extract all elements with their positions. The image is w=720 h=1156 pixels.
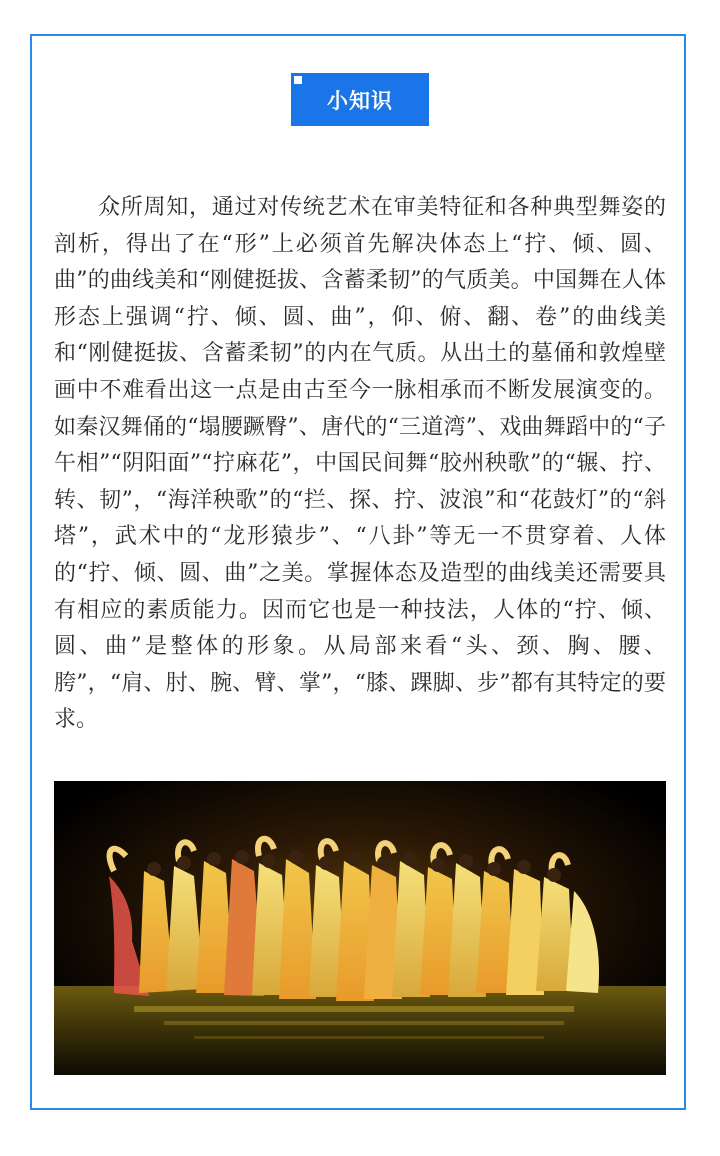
section-title: 小知识 (327, 88, 393, 113)
article-paragraph: 众所周知，通过对传统艺术在审美特征和各种典型舞姿的剖析，得出了在“形”上必须首先解决体态上“拧、倾、圆、曲”的曲线美和“刚健挺拔、含蓄柔韧”的气质美。中国舞在人体形态上强调“拧、倾、圆、曲”，仰、俯、翻、卷”的曲线美和“刚健挺拔、含蓄柔韧”的内在气质。从出土的墓俑和敦煌壁画中不难看出这一点是由古至今一脉相承而不断发展演变的。如秦汉舞俑的“塌腰蹶臀”、唐代的“三道湾”、戏曲舞蹈中的“子午相”“阴阳面”“拧麻花”，中国民间舞“胶州秧歌”的“辗、拧、转、韧”，“海洋秧歌”的“拦、探、拧、波浪”和“花鼓灯”的“斜塔”，武术中的“龙形猿步”、“八卦”等无一不贯穿着、人体的“拧、倾、圆、曲”之美。掌握体态及造型的曲线美还需要具有相应的素质能力。因而它也是一种技法，人体的“拧、倾、圆、曲”是整体的形象。从局部来看“头、颈、胸、腰、胯”，“肩、肘、腕、臂、掌”，“膝、踝脚、步”都有其特定的要求。 (54, 195, 666, 733)
dance-performance-photo (54, 781, 666, 1075)
photo-illustration (54, 781, 666, 1075)
section-title-badge (291, 73, 429, 126)
badge-corner-notch (294, 76, 302, 84)
